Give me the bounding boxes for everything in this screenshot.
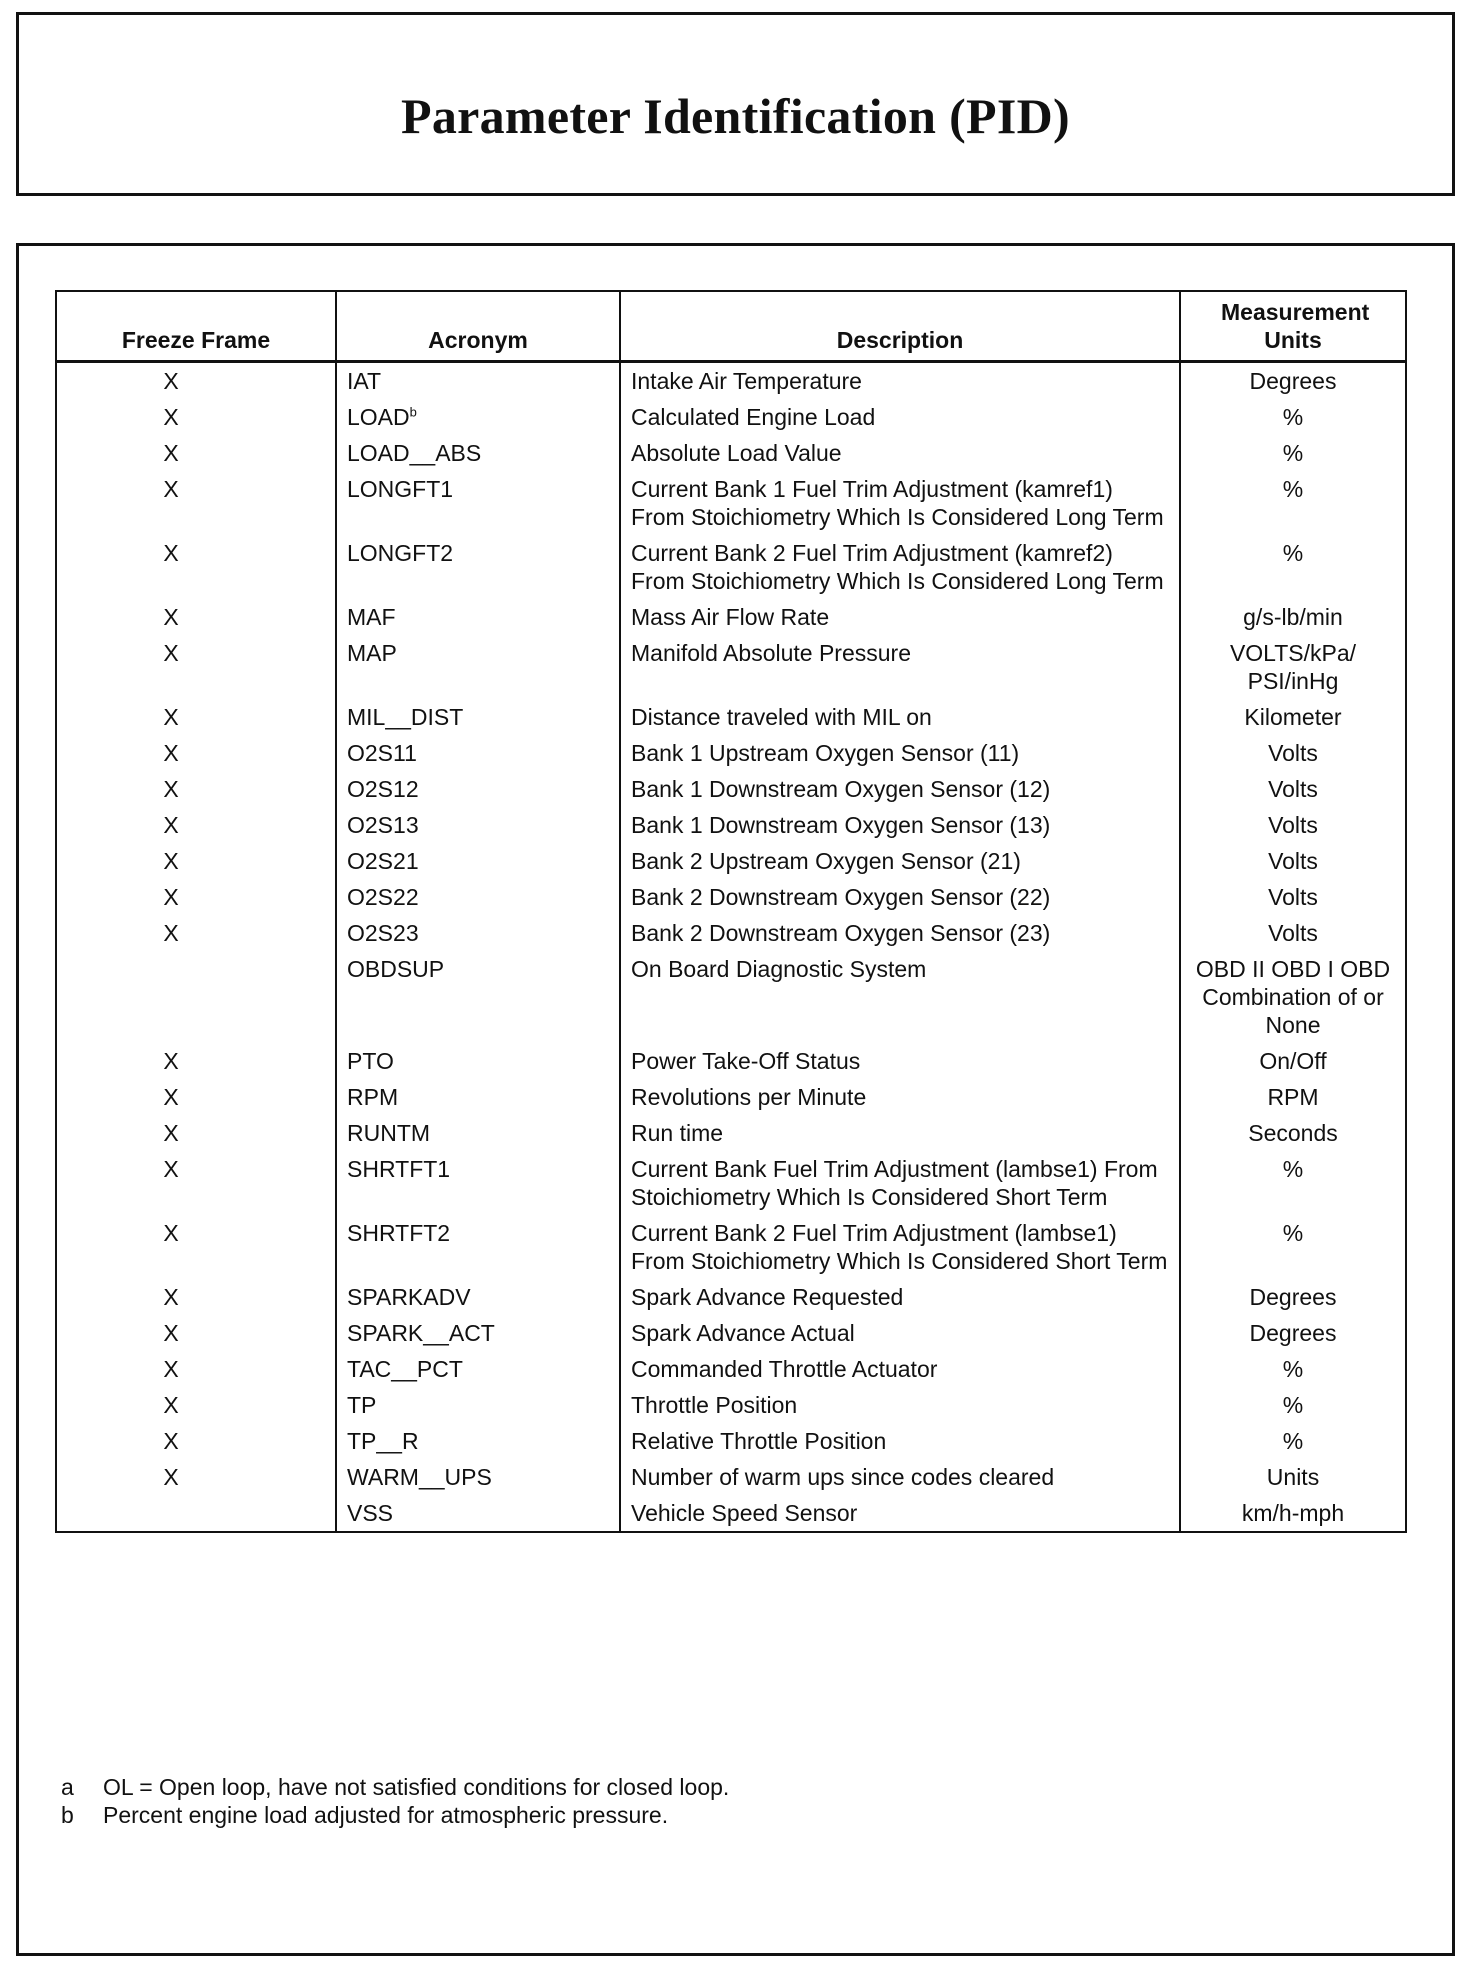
acronym-cell [336,1459,620,1495]
description-cell: Manifold Absolute Pressure [620,635,1180,699]
table-row [56,699,1406,735]
acronym-cell [336,1115,620,1151]
freeze-frame-cell: X [56,1423,336,1459]
table-body [56,362,1406,1533]
units-cell: Units [1180,1459,1406,1495]
units-cell: Volts [1180,771,1406,807]
header-freeze-frame: Freeze Frame [56,291,336,362]
footnote-text: Percent engine load adjusted for atmospheric pressure. [103,1802,669,1828]
table-row [56,471,1406,535]
acronym-cell [336,735,620,771]
acronym-text: TAC__PCT [347,1356,463,1382]
units-cell: % [1180,1387,1406,1423]
acronym-cell [336,1495,620,1532]
freeze-frame-cell: X [56,1315,336,1351]
description-cell: Bank 2 Downstream Oxygen Sensor (22) [620,879,1180,915]
units-cell: Volts [1180,807,1406,843]
acronym-text: O2S22 [347,884,419,910]
acronym-text: O2S11 [347,740,417,766]
table-row [56,1043,1406,1079]
freeze-frame-cell [56,951,336,1043]
table-row [56,1387,1406,1423]
footnote-a [61,1773,729,1801]
units-cell: % [1180,435,1406,471]
description-cell: Bank 2 Upstream Oxygen Sensor (21) [620,843,1180,879]
units-cell: % [1180,1215,1406,1279]
acronym-text: VSS [347,1500,394,1526]
header-description: Description [620,291,1180,362]
description-cell: Throttle Position [620,1387,1180,1423]
table-row [56,1423,1406,1459]
acronym-cell [336,879,620,915]
table-row [56,1115,1406,1151]
acronym-text: O2S13 [347,812,419,838]
header-acronym: Acronym [336,291,620,362]
pid-table [55,290,1407,1533]
table-row [56,771,1406,807]
units-cell: % [1180,535,1406,599]
freeze-frame-cell: X [56,599,336,635]
acronym-cell [336,1151,620,1215]
units-cell: VOLTS/kPa/ PSI/inHg [1180,635,1406,699]
table-row [56,1079,1406,1115]
table-row [56,1215,1406,1279]
acronym-cell [336,1315,620,1351]
acronym-text: TP__R [347,1428,419,1454]
freeze-frame-cell: X [56,362,336,400]
units-cell: Volts [1180,915,1406,951]
acronym-cell [336,771,620,807]
acronym-cell [336,843,620,879]
freeze-frame-cell: X [56,735,336,771]
table-row [56,807,1406,843]
footnote-mark: a [61,1774,74,1800]
table-row [56,1351,1406,1387]
description-cell: Intake Air Temperature [620,362,1180,400]
acronym-text: MIL__DIST [347,704,464,730]
acronym-text: O2S12 [347,776,419,802]
units-cell: On/Off [1180,1043,1406,1079]
freeze-frame-cell: X [56,1151,336,1215]
table-row [56,735,1406,771]
acronym-text: SHRTFT2 [347,1220,451,1246]
acronym-text: PTO [347,1048,394,1074]
description-cell: Current Bank 2 Fuel Trim Adjustment (kamref2) From Stoichiometry Which Is Considered Long Term [620,535,1180,599]
units-cell: Seconds [1180,1115,1406,1151]
units-cell: OBD II OBD I OBD Combination of or None [1180,951,1406,1043]
description-cell: Bank 1 Downstream Oxygen Sensor (12) [620,771,1180,807]
acronym-cell [336,635,620,699]
description-cell: Spark Advance Requested [620,1279,1180,1315]
table-row [56,1279,1406,1315]
table-row [56,599,1406,635]
freeze-frame-cell [56,1495,336,1532]
freeze-frame-cell: X [56,1115,336,1151]
acronym-text: MAP [347,640,397,666]
freeze-frame-cell: X [56,1215,336,1279]
units-cell: % [1180,1351,1406,1387]
acronym-text: LOAD [347,404,410,430]
table-row [56,399,1406,435]
table-row [56,535,1406,599]
description-cell: Spark Advance Actual [620,1315,1180,1351]
table-row [56,915,1406,951]
units-cell: % [1180,471,1406,535]
description-cell: Bank 1 Downstream Oxygen Sensor (13) [620,807,1180,843]
acronym-cell [336,1351,620,1387]
description-cell: Absolute Load Value [620,435,1180,471]
table-row [56,1315,1406,1351]
table-row [56,1151,1406,1215]
description-cell: Commanded Throttle Actuator [620,1351,1180,1387]
description-cell: Current Bank Fuel Trim Adjustment (lambse1) From Stoichiometry Which Is Considered Short Term [620,1151,1180,1215]
description-cell: Number of warm ups since codes cleared [620,1459,1180,1495]
acronym-text: WARM__UPS [347,1464,492,1490]
description-cell: Revolutions per Minute [620,1079,1180,1115]
freeze-frame-cell: X [56,1459,336,1495]
freeze-frame-cell: X [56,399,336,435]
units-cell: km/h-mph [1180,1495,1406,1532]
freeze-frame-cell: X [56,1043,336,1079]
acronym-cell [336,1387,620,1423]
freeze-frame-cell: X [56,1387,336,1423]
page-title: Parameter Identification (PID) [400,88,1070,144]
freeze-frame-cell: X [56,771,336,807]
acronym-cell [336,1079,620,1115]
freeze-frame-cell: X [56,879,336,915]
acronym-text: SPARKADV [347,1284,471,1310]
acronym-cell [336,435,620,471]
acronym-text: LONGFT2 [347,540,454,566]
acronym-cell [336,951,620,1043]
units-cell: Degrees [1180,362,1406,400]
units-cell: % [1180,399,1406,435]
freeze-frame-cell: X [56,1351,336,1387]
description-cell: Current Bank 1 Fuel Trim Adjustment (kamref1) From Stoichiometry Which Is Considered Long Term [620,471,1180,535]
description-cell: Relative Throttle Position [620,1423,1180,1459]
freeze-frame-cell: X [56,807,336,843]
freeze-frame-cell: X [56,915,336,951]
units-cell: g/s-lb/min [1180,599,1406,635]
acronym-text: OBDSUP [347,956,445,982]
description-cell: Power Take-Off Status [620,1043,1180,1079]
content-box [16,243,1455,1956]
units-cell: % [1180,1423,1406,1459]
acronym-text: O2S23 [347,920,419,946]
table-row [56,843,1406,879]
acronym-cell [336,1043,620,1079]
units-cell: Kilometer [1180,699,1406,735]
units-cell: Volts [1180,735,1406,771]
description-cell: Bank 2 Downstream Oxygen Sensor (23) [620,915,1180,951]
description-cell: Calculated Engine Load [620,399,1180,435]
units-cell: Degrees [1180,1279,1406,1315]
footnote-text: OL = Open loop, have not satisfied conditions for closed loop. [103,1774,730,1800]
acronym-text: RPM [347,1084,399,1110]
table-row [56,879,1406,915]
freeze-frame-cell: X [56,435,336,471]
table-header-row [56,291,1406,362]
table-row [56,435,1406,471]
table-row [56,1495,1406,1532]
freeze-frame-cell: X [56,535,336,599]
acronym-text: LOAD__ABS [347,440,482,466]
acronym-cell [336,1423,620,1459]
footnote-ref: b [409,404,417,420]
footnote-b [61,1801,729,1829]
footnote-mark: b [61,1802,74,1828]
description-cell: Bank 1 Upstream Oxygen Sensor (11) [620,735,1180,771]
table-row [56,635,1406,699]
acronym-cell [336,1279,620,1315]
description-cell: Current Bank 2 Fuel Trim Adjustment (lambse1) From Stoichiometry Which Is Considered Short Term [620,1215,1180,1279]
acronym-text: TP [347,1392,377,1418]
freeze-frame-cell: X [56,1279,336,1315]
acronym-text: MAF [347,604,396,630]
header-units: Measurement Units [1180,291,1406,362]
footnotes [61,1773,729,1829]
acronym-text: SHRTFT1 [347,1156,451,1182]
acronym-cell [336,471,620,535]
acronym-cell [336,1215,620,1279]
units-cell: RPM [1180,1079,1406,1115]
description-cell: Vehicle Speed Sensor [620,1495,1180,1532]
table-row [56,951,1406,1043]
freeze-frame-cell: X [56,635,336,699]
units-cell: Degrees [1180,1315,1406,1351]
acronym-text: SPARK__ACT [347,1320,495,1346]
acronym-cell [336,599,620,635]
title-box [16,12,1455,196]
description-cell: Distance traveled with MIL on [620,699,1180,735]
freeze-frame-cell: X [56,471,336,535]
table-row [56,362,1406,400]
acronym-text: IAT [347,368,382,394]
acronym-text: LONGFT1 [347,476,454,502]
acronym-cell [336,699,620,735]
units-cell: % [1180,1151,1406,1215]
freeze-frame-cell: X [56,1079,336,1115]
description-cell: Mass Air Flow Rate [620,599,1180,635]
units-cell: Volts [1180,843,1406,879]
acronym-text: O2S21 [347,848,419,874]
acronym-cell [336,535,620,599]
units-cell: Volts [1180,879,1406,915]
acronym-text: RUNTM [347,1120,431,1146]
acronym-cell [336,362,620,400]
description-cell: Run time [620,1115,1180,1151]
freeze-frame-cell: X [56,699,336,735]
freeze-frame-cell: X [56,843,336,879]
acronym-cell [336,915,620,951]
table-row [56,1459,1406,1495]
description-cell: On Board Diagnostic System [620,951,1180,1043]
acronym-cell [336,807,620,843]
acronym-cell [336,399,620,435]
